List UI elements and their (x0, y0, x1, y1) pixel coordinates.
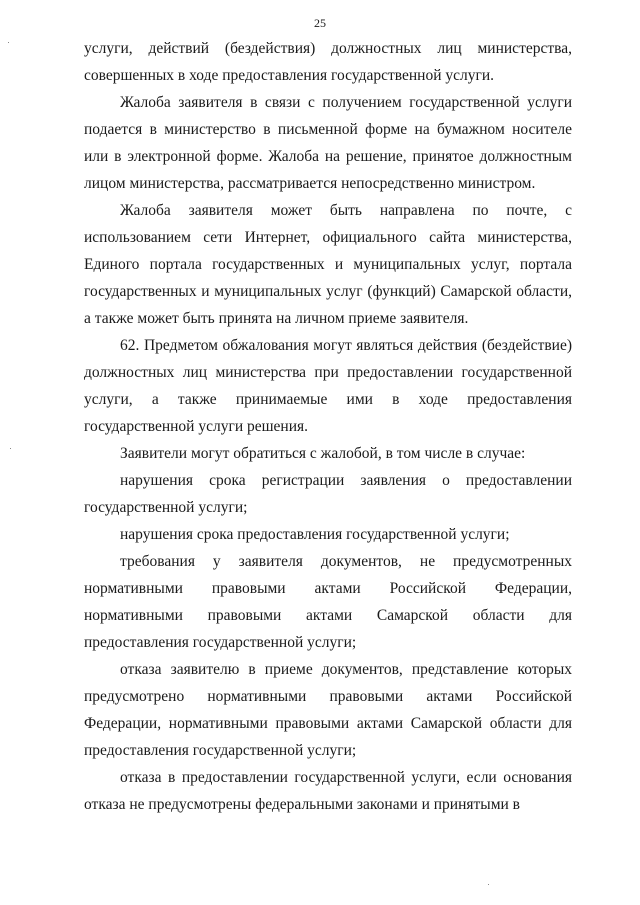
document-body (84, 35, 572, 818)
scan-speck (488, 884, 489, 885)
paragraph-item-62: 62. Предметом обжалования могут являться действия (бездействие) должностных лиц министерства при предоставлении государственной услуги, а также принимаемые ими в ходе предоставления государственной услуги решения. (84, 337, 572, 435)
scan-speck (10, 448, 11, 449)
list-item-service-delay: нарушения срока предоставления государственной услуги; (120, 526, 510, 543)
list-item-service-refusal: отказа в предоставлении государственной услуги, если основания отказа не предусмотрены федеральными законами и принятыми в (84, 769, 572, 813)
paragraph-cases-intro: Заявители могут обратиться с жалобой, в том числе в случае: (120, 445, 526, 462)
page-number: 25 (314, 16, 326, 30)
paragraph-complaint-submission: Жалоба заявителя в связи с получением государственной услуги подается в министерство в письменной форме на бумажном носителе или в электронной форме. Жалоба на решение, принятое должностным лицом министерства, рассматривается непосредственно министром. (84, 94, 572, 192)
list-item-registration-delay: нарушения срока регистрации заявления о предоставлении государственной услуги; (84, 472, 572, 516)
paragraph-complaint-channels: Жалоба заявителя может быть направлена по почте, с использованием сети Интернет, официального сайта министерства, Единого портала государственных и муниципальных услуг, портала государственных и муниципальных услуг (функций) Самарской области, а также может быть принята на личном приеме заявителя. (84, 202, 572, 327)
list-item-document-refusal: отказа заявителю в приеме документов, представление которых предусмотрено нормативными правовыми актами Российской Федерации, нормативными правовыми актами Самарской области для предоставления государственной услуги; (84, 661, 572, 759)
paragraph-continuation: услуги, действий (бездействия) должностных лиц министерства, совершенных в ходе предоставления государственной услуги. (84, 40, 572, 84)
scan-speck (8, 42, 9, 43)
list-item-extra-documents: требования у заявителя документов, не предусмотренных нормативными правовыми актами Российской Федерации, нормативными правовыми актами Самарской области для предоставления государственной услуги; (84, 553, 572, 651)
